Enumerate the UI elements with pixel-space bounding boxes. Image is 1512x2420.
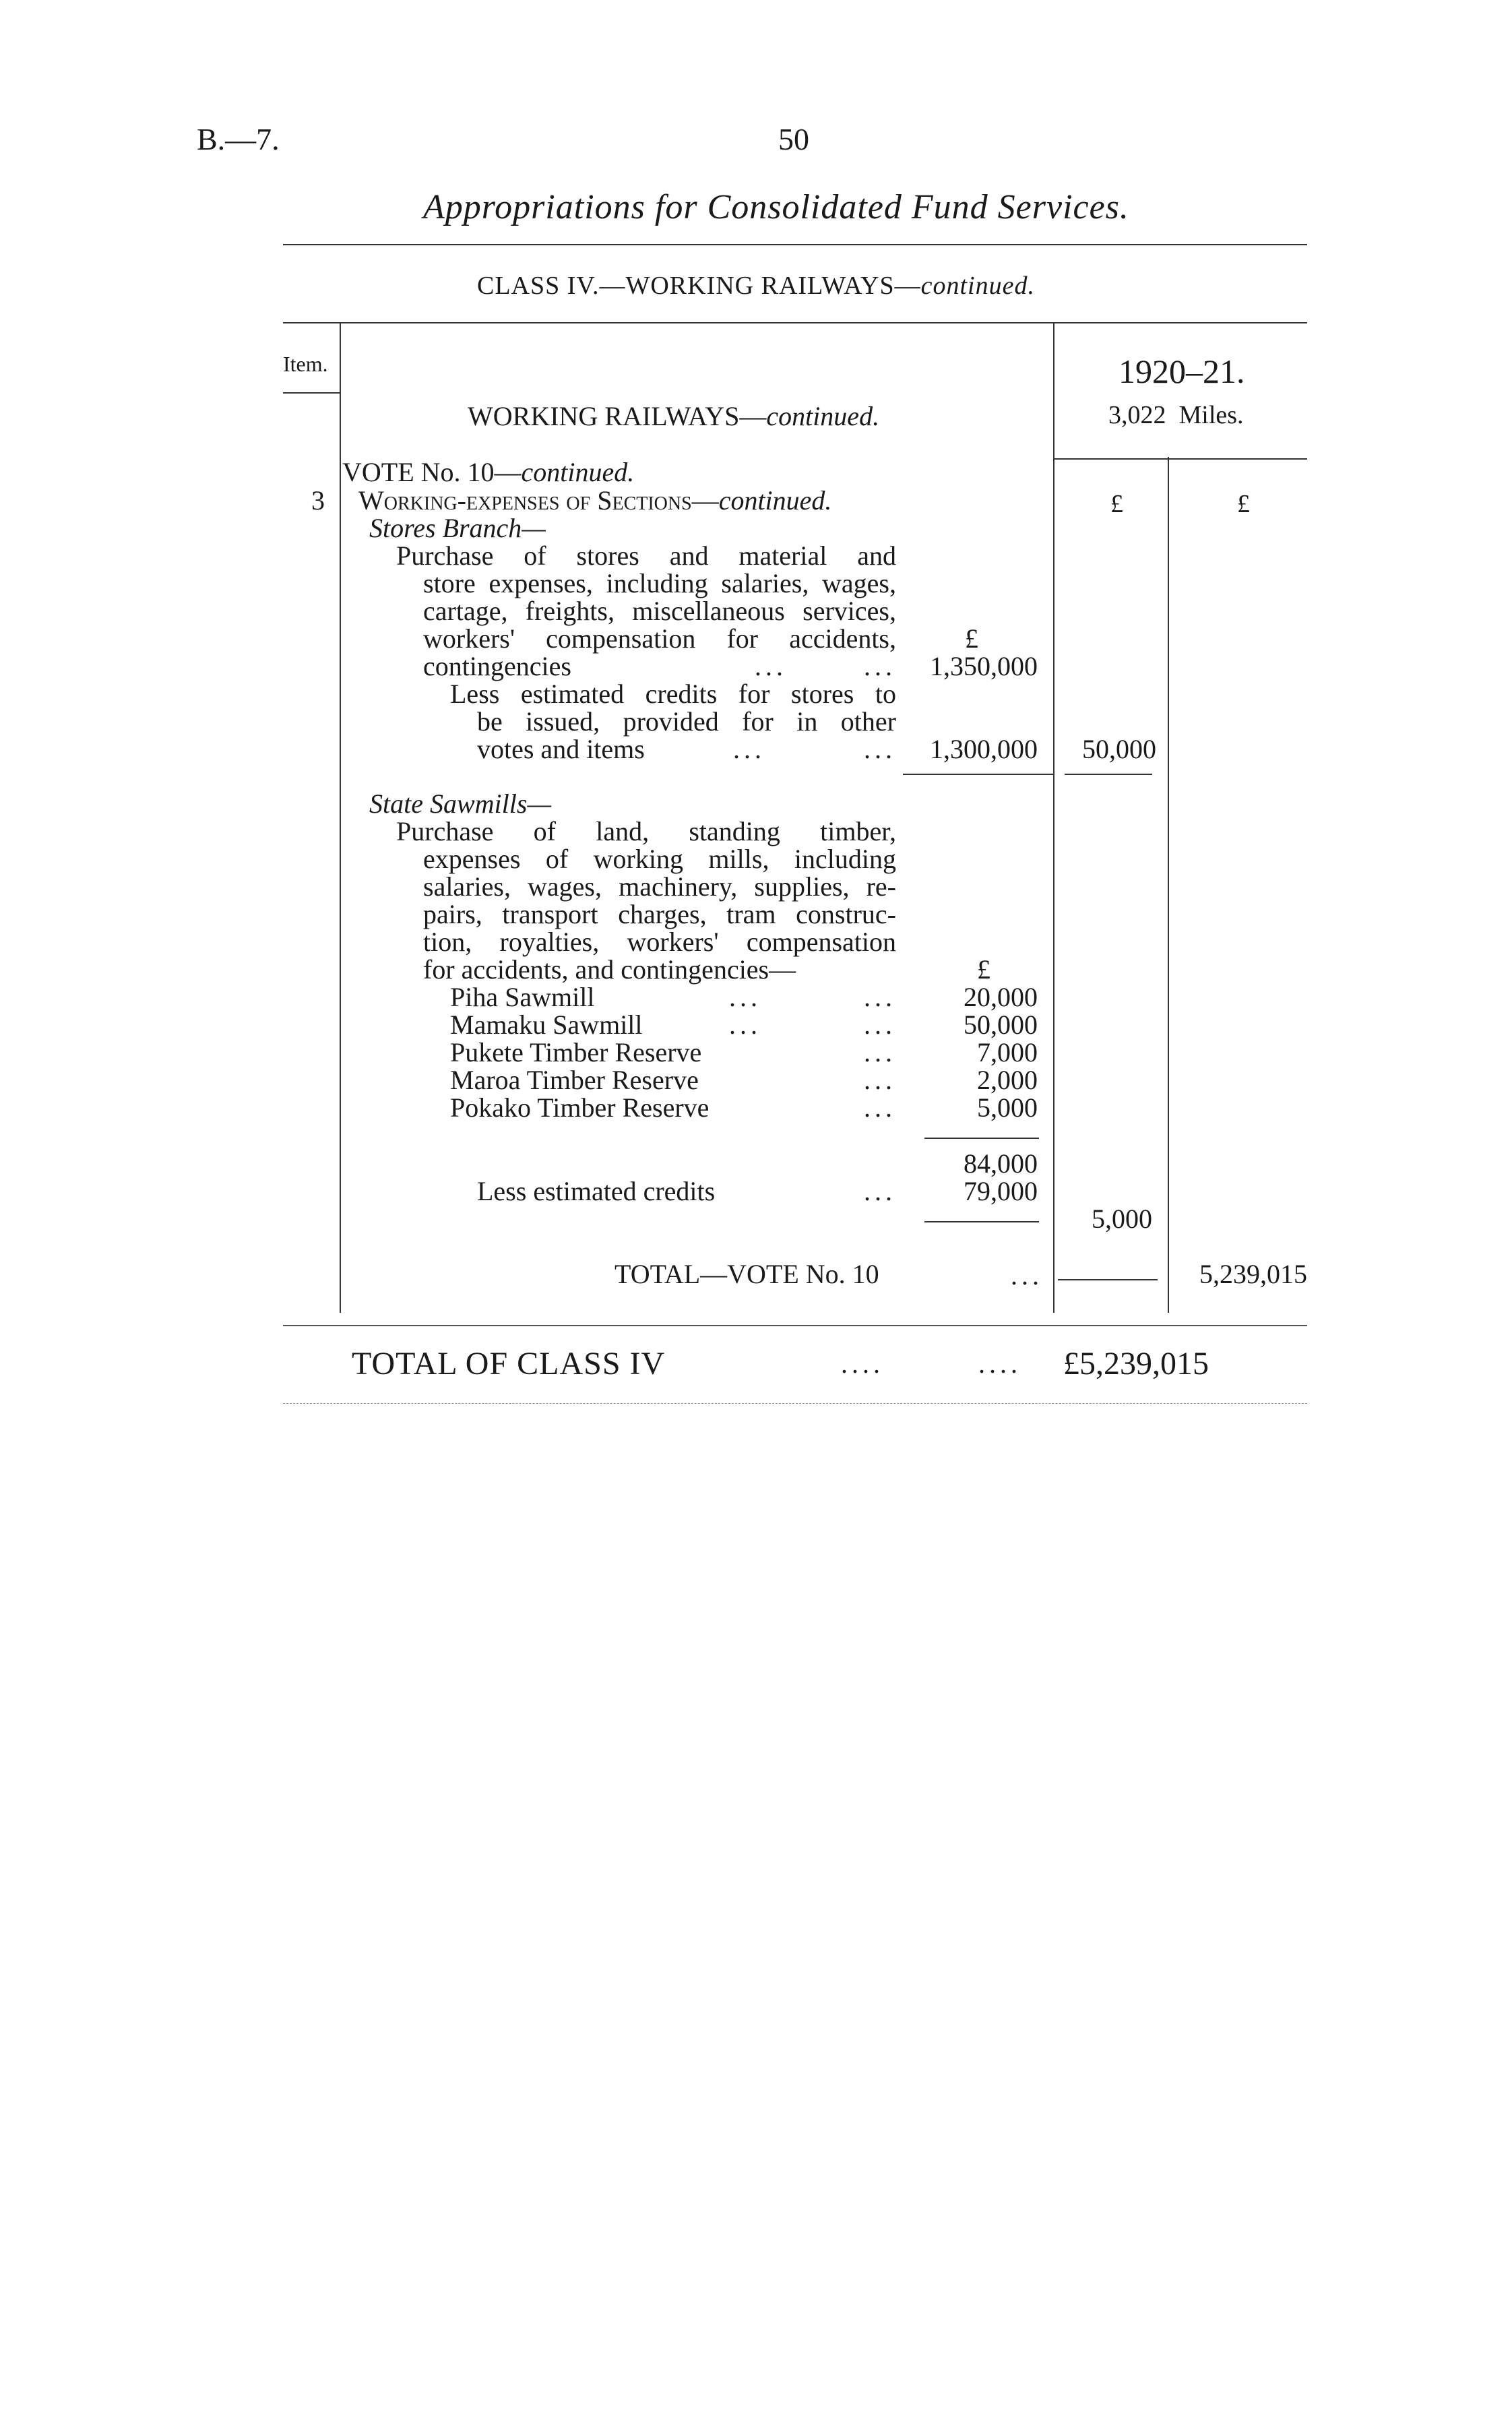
vote-line-text: VOTE No. 10— [342, 457, 522, 487]
sawmill-item-name: Pokako Timber Reserve [450, 1092, 710, 1123]
stores-leader-1a: ... [755, 651, 787, 681]
miles-label: 3,022 Miles. [1108, 401, 1244, 429]
sawmill-item-name: Piha Sawmill [450, 982, 595, 1012]
sawmills-line-5: tion, royalties, workers' compensation [423, 927, 896, 957]
section-title-text: WORKING RAILWAYS— [468, 401, 767, 431]
stores-line-5: contingencies [423, 651, 571, 681]
stores-less-line-2: be issued, provided for in other [477, 706, 896, 737]
stores-less-line-1: Less estimated credits for stores to [450, 679, 896, 709]
sawmill-leader-b: ... [864, 982, 896, 1012]
class-total-label: TOTAL OF CLASS IV [352, 1346, 666, 1382]
sawmills-line-3: salaries, wages, machinery, supplies, re- [423, 871, 896, 902]
rule-stores-sum [903, 774, 1053, 775]
section-title-suffix: continued. [766, 401, 880, 431]
sawmill-item-amount: 5,000 [977, 1092, 1038, 1123]
page-title: Appropriations for Consolidated Fund Services. [423, 188, 1129, 226]
rule-year-head [1053, 458, 1307, 460]
sawmills-line-2: expenses of working mills, including [423, 844, 896, 874]
class-total-amount: £5,239,015 [1063, 1346, 1209, 1382]
stores-credits-amount: 1,300,000 [930, 734, 1038, 764]
section-title [468, 400, 879, 432]
vote-total-leader: ... [1011, 1260, 1043, 1291]
vote-total-label: TOTAL—VOTE No. 10 [615, 1259, 879, 1289]
vote-line [342, 458, 634, 486]
sawmills-pound-sign: £ [977, 954, 990, 985]
rule-sawmills-credits [924, 1221, 1039, 1222]
vote-total-amount: 5,239,015 [1199, 1259, 1307, 1289]
class-total-leader-a: .... [841, 1348, 884, 1379]
stores-line-3: cartage, freights, miscellaneous services, [423, 596, 896, 626]
rule-item-head [283, 392, 340, 394]
sawmill-leader-b: ... [864, 1065, 896, 1095]
sawmill-leader-a: ... [729, 1010, 761, 1040]
subhead-suffix: continued. [718, 485, 832, 516]
stores-line-4: workers' compensation for accidents, [423, 623, 896, 654]
subhead [358, 487, 831, 514]
rule-sawmills-sum [924, 1138, 1039, 1139]
sawmills-less-label: Less estimated credits [477, 1176, 716, 1206]
sawmill-item-name: Mamaku Sawmill [450, 1010, 643, 1040]
stores-leader-2a: ... [733, 734, 765, 764]
stores-line-2: store expenses, including salaries, wages, [423, 568, 896, 598]
page-ref: B.—7. [197, 122, 280, 156]
stores-leader-1b: ... [864, 651, 896, 681]
sawmills-line-4: pairs, transport charges, tram construc- [423, 899, 896, 929]
pound-col2: £ [1237, 490, 1250, 518]
sawmill-item-amount: 7,000 [977, 1037, 1038, 1067]
sawmills-heading: State Sawmills— [369, 788, 552, 819]
sawmills-line-1: Purchase of land, standing timber, [396, 816, 896, 846]
rule-class-total-bottom [283, 1403, 1307, 1404]
stores-leader-2b: ... [864, 734, 896, 764]
sawmill-item-amount: 50,000 [964, 1010, 1038, 1040]
stores-gross-amount: 1,350,000 [930, 651, 1038, 681]
class-heading-text: CLASS IV.—WORKING RAILWAYS— [477, 272, 921, 300]
stores-less-line-3: votes and items [477, 734, 645, 764]
item-column-label: Item. [283, 352, 328, 376]
sawmills-subtotal: 84,000 [964, 1148, 1038, 1179]
page-number: 50 [778, 122, 809, 156]
rule-class-total-top [283, 1325, 1307, 1326]
class-heading-suffix: continued. [920, 272, 1035, 300]
rule-table-top [283, 322, 1307, 323]
vline-total-col [1168, 457, 1169, 1313]
item-number: 3 [311, 485, 325, 516]
vline-amounts-col [1053, 322, 1054, 1313]
sawmill-item-amount: 2,000 [977, 1065, 1038, 1095]
rule-stores-net [1065, 774, 1152, 775]
sawmill-leader-b: ... [864, 1037, 896, 1067]
vline-item-col [340, 322, 341, 1313]
stores-net-amount: 50,000 [1082, 734, 1156, 764]
vote-line-suffix: continued. [521, 457, 635, 487]
sawmills-line-6: for accidents, and contingencies— [423, 954, 796, 985]
subhead-text: Working-expenses of Sections— [358, 485, 719, 516]
sawmill-leader-b: ... [864, 1092, 896, 1123]
sawmill-leader-b: ... [864, 1010, 896, 1040]
stores-heading: Stores Branch— [369, 513, 546, 543]
sawmill-item-name: Pukete Timber Reserve [450, 1037, 702, 1067]
sawmill-item-amount: 20,000 [964, 982, 1038, 1012]
year-label: 1920–21. [1119, 352, 1245, 390]
sawmills-less-amount: 79,000 [964, 1176, 1038, 1206]
stores-line-1: Purchase of stores and material and [396, 540, 896, 571]
sawmill-leader-a: ... [729, 982, 761, 1012]
rule-vote-total [1058, 1279, 1158, 1280]
class-heading [477, 271, 1035, 301]
pound-col1: £ [1110, 490, 1123, 518]
rule-top [283, 244, 1307, 245]
class-total-leader-b: .... [978, 1348, 1021, 1379]
sawmills-less-leader: ... [864, 1176, 896, 1206]
stores-pound-sign: £ [965, 623, 978, 654]
sawmill-item-name: Maroa Timber Reserve [450, 1065, 699, 1095]
sawmills-net-amount: 5,000 [1092, 1204, 1152, 1234]
